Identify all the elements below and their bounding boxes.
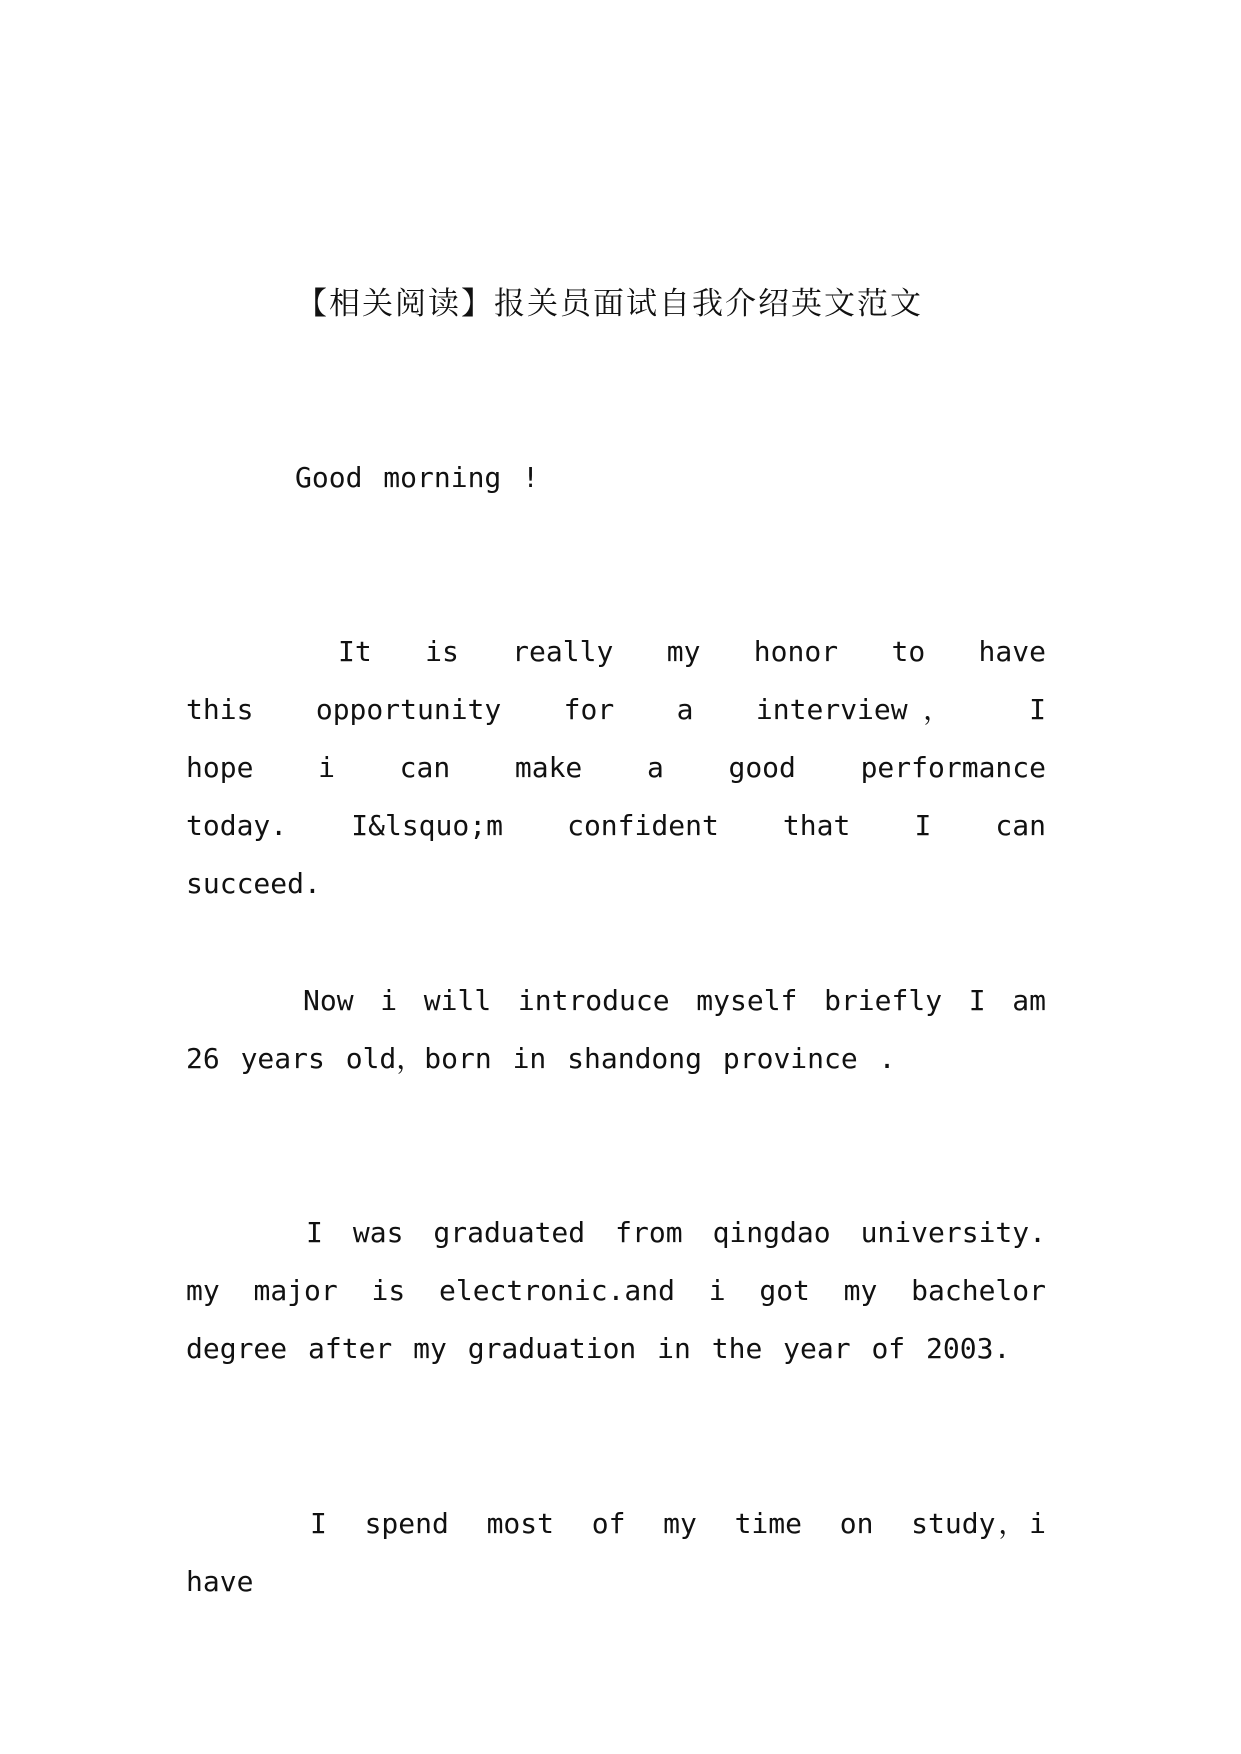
- greeting-paragraph: Good morning !: [295, 461, 540, 494]
- document-title: 【相关阅读】报关员面试自我介绍英文范文: [296, 286, 923, 322]
- paragraph-introduction: Now i will introduce myself briefly I am 26 years old，born in shandong province .: [186, 984, 1046, 1075]
- paragraph-education: I was graduated from qingdao university. my major is electronic.and i got my bachelor degree after my graduation in the year of 2003.: [186, 1216, 1046, 1365]
- paragraph-honor: It is really my honor to have this opportunity for a interview， I hope i can make a good performance today. I&lsquo;m confident that I can succeed.: [186, 635, 1046, 900]
- paragraph-study: I spend most of my time on study，i have: [186, 1507, 1046, 1598]
